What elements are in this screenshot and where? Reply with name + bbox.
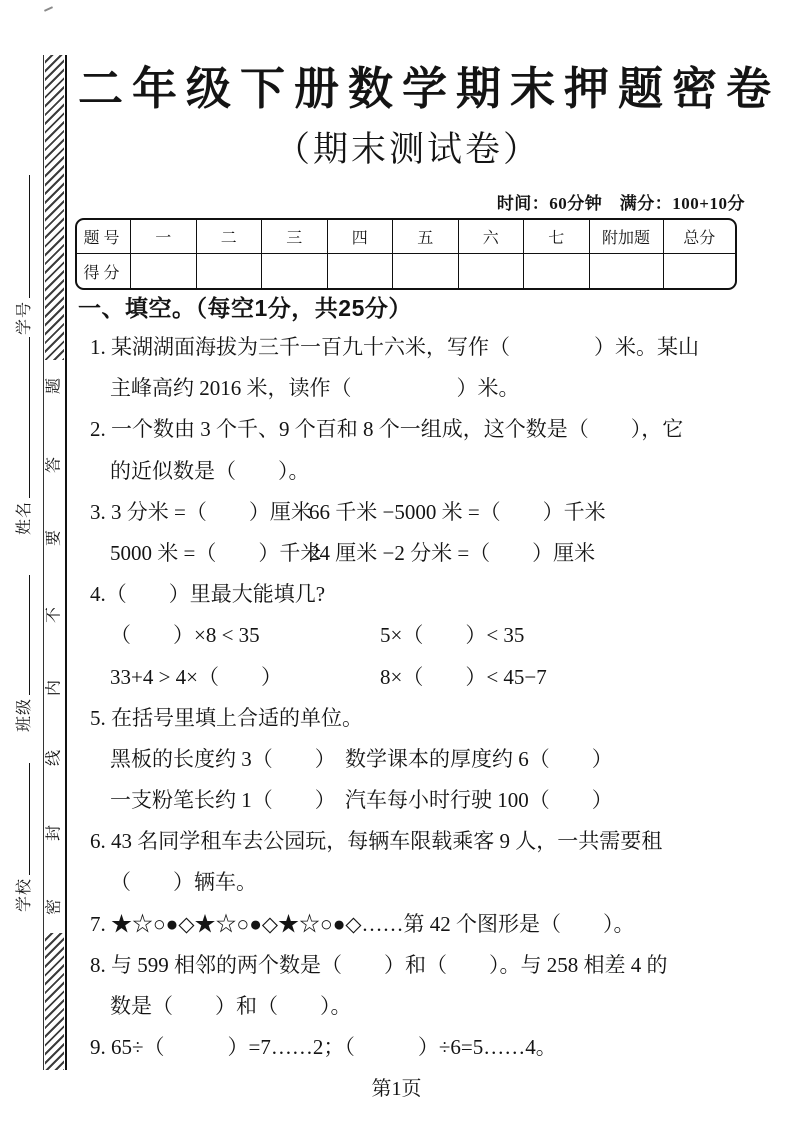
score-cell-empty xyxy=(327,253,393,288)
student-name-field xyxy=(12,337,34,535)
question-text: 8. 与 599 相邻的两个数是（ ）和（ ）。与 258 相差 4 的 xyxy=(90,952,668,977)
seal-line-char: 答 xyxy=(45,457,63,474)
fill-line xyxy=(29,175,30,298)
exam-title: 二年级下册数学期末押题密卷 xyxy=(78,64,781,114)
seal-line-char: 密 xyxy=(45,899,63,916)
score-table-column: 一 xyxy=(130,220,196,253)
question-text-right: 数学课本的厚度约 6（ ） xyxy=(345,746,613,771)
score-cell-empty xyxy=(392,253,458,288)
question-line xyxy=(80,327,760,368)
seal-line-char: 要 xyxy=(45,530,63,547)
question-text: 主峰高约 2016 米，读作（ ）米。 xyxy=(110,376,520,401)
question-text: 3. 3 分米 =（ ）厘米 xyxy=(90,499,312,524)
question-line xyxy=(80,739,760,780)
question-line xyxy=(80,1027,760,1068)
question-text: 9. 65÷（ ）=7……2；（ ）÷6=5……4。 xyxy=(90,1035,557,1060)
question-line xyxy=(80,615,760,656)
question-text: 1. 某湖湖面海拔为三千一百九十六米，写作（ ）米。某山 xyxy=(90,335,699,359)
score-table-column: 六 xyxy=(458,220,524,253)
score-cell-empty xyxy=(130,253,196,288)
exam-subtitle: （期末测试卷） xyxy=(274,130,541,169)
class-label: 班级 xyxy=(16,697,33,732)
question-text: 5000 米 =（ ）千米 xyxy=(110,540,322,565)
section-one-heading: 一、填空。（每空1分，共25分） xyxy=(78,295,412,321)
question-text: 一支粉笔长约 1（ ） xyxy=(110,788,336,813)
fill-line xyxy=(29,763,30,875)
question-text: 33+4 > 4×（ ） xyxy=(110,664,283,689)
time-and-score-info: 时间：60分钟 满分：100+10分 xyxy=(496,194,745,213)
seal-line-char: 不 xyxy=(45,607,63,624)
question-line xyxy=(80,492,760,533)
question-text: 4.（ ）里最大能填几? xyxy=(90,582,326,607)
fill-line xyxy=(29,337,30,498)
score-table-column: 二 xyxy=(196,220,262,253)
score-table-header-label: 题号 xyxy=(83,230,124,247)
score-table-score-label: 得分 xyxy=(77,253,130,288)
question-line xyxy=(80,698,760,739)
seal-line-strip xyxy=(43,55,67,1070)
score-table xyxy=(75,218,737,290)
question-text: （ ）×8 < 35 xyxy=(110,623,260,648)
question-text: 6. 43 名同学租车去公园玩，每辆车限载乘客 9 人，一共需要租 xyxy=(90,829,663,854)
question-line xyxy=(80,409,760,450)
scan-artifact-mark xyxy=(44,6,53,12)
score-cell-empty xyxy=(523,253,589,288)
question-line xyxy=(80,574,760,615)
fill-line xyxy=(29,575,30,695)
question-line xyxy=(80,904,760,945)
score-table-column: 总分 xyxy=(663,220,736,253)
question-text: 5. 在括号里填上合适的单位。 xyxy=(90,705,363,730)
question-text: 7. ★☆○●◇★☆○●◇★☆○●◇……第 42 个图形是（ ）。 xyxy=(90,911,635,936)
student-number-field xyxy=(12,175,34,335)
school-label: 学校 xyxy=(16,877,33,912)
class-field xyxy=(12,575,34,732)
seal-hatch-top xyxy=(45,55,64,360)
question-list xyxy=(80,327,760,1068)
question-line xyxy=(80,780,760,821)
school-field xyxy=(12,763,34,912)
question-text: 黑板的长度约 3（ ） xyxy=(110,746,336,771)
question-line xyxy=(80,821,760,862)
score-cell-empty xyxy=(589,253,663,288)
score-table-column: 三 xyxy=(261,220,327,253)
score-cell-empty xyxy=(458,253,524,288)
score-cell-empty xyxy=(663,253,736,288)
question-line xyxy=(80,862,760,903)
question-text: 的近似数是（ ）。 xyxy=(110,458,310,483)
question-text-right: 24 厘米 −2 分米 =（ ）厘米 xyxy=(309,540,596,565)
question-line xyxy=(80,368,760,409)
question-text: 数是（ ）和（ ）。 xyxy=(110,994,352,1018)
score-table-column: 四 xyxy=(327,220,393,253)
score-table-column: 五 xyxy=(392,220,458,253)
seal-line-char: 题 xyxy=(45,378,63,395)
question-text: 2. 一个数由 3 个千、9 个百和 8 个一组成，这个数是（ ），它 xyxy=(90,417,684,442)
score-table-column: 七 xyxy=(523,220,589,253)
question-line xyxy=(80,657,760,698)
student-name-label: 姓名 xyxy=(16,500,33,535)
score-cell-empty xyxy=(196,253,262,288)
page-number: 第1页 xyxy=(371,1078,422,1100)
question-text-right: 8×（ ）< 45−7 xyxy=(380,664,547,689)
seal-line-char: 线 xyxy=(45,750,63,767)
question-line xyxy=(80,451,760,492)
seal-hatch-bottom xyxy=(45,933,64,1070)
question-text-right: 汽车每小时行驶 100（ ） xyxy=(345,788,613,813)
score-table-column: 附加题 xyxy=(589,220,663,253)
seal-line-char: 内 xyxy=(45,680,63,697)
question-line xyxy=(80,986,760,1027)
question-text: （ ）辆车。 xyxy=(110,870,257,895)
student-number-label: 学号 xyxy=(16,300,33,335)
seal-line-char: 封 xyxy=(45,825,63,842)
question-text-right: 66 千米 −5000 米 =（ ）千米 xyxy=(309,499,606,524)
question-text-right: 5×（ ）< 35 xyxy=(380,623,525,648)
question-line xyxy=(80,945,760,986)
question-line xyxy=(80,533,760,574)
score-cell-empty xyxy=(261,253,327,288)
